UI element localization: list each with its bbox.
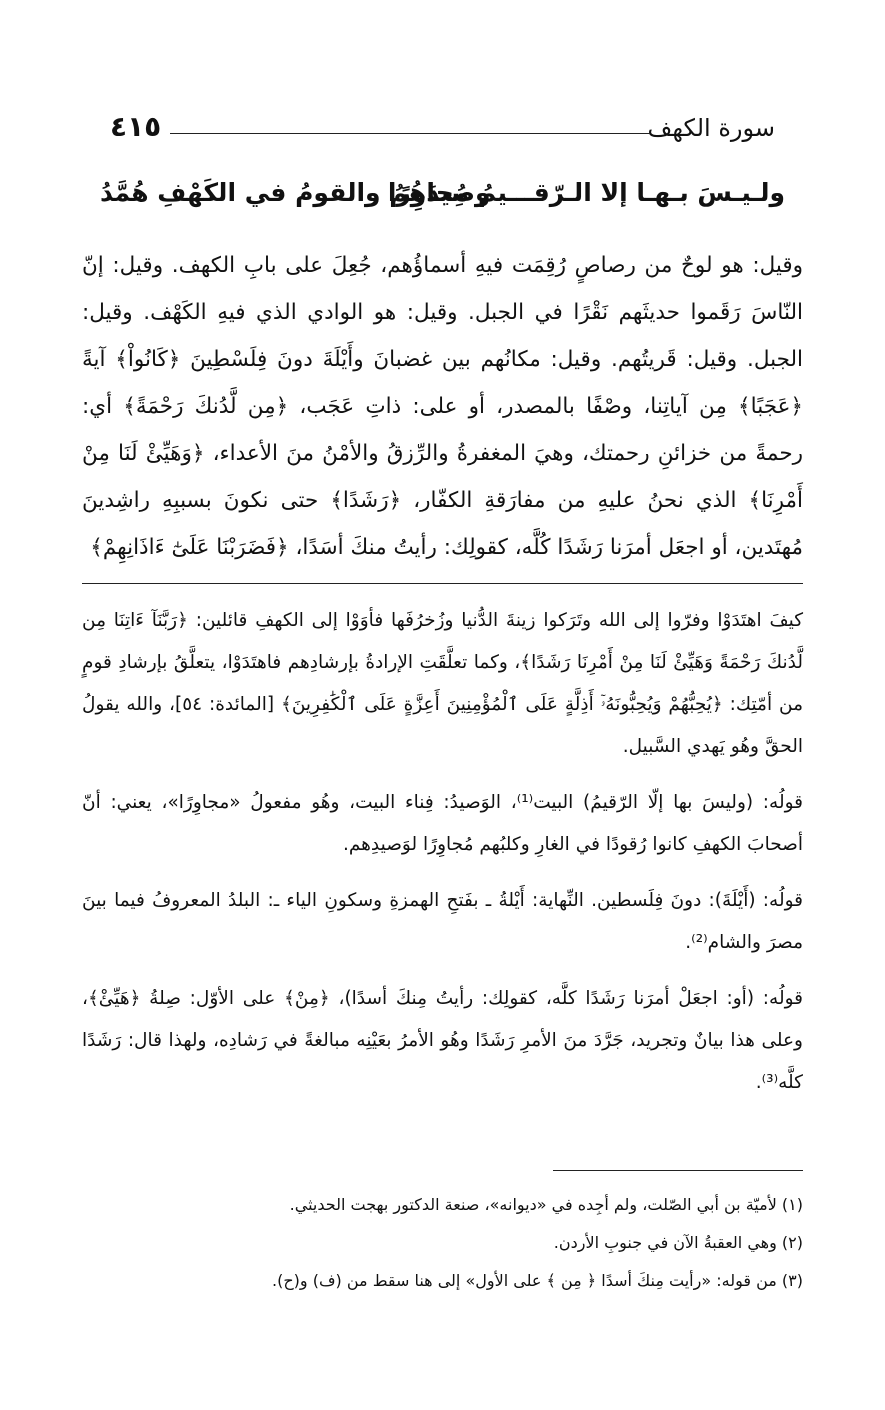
- commentary-block: [82, 600, 803, 1118]
- main-paragraph: وقيل: هو لوحٌ من رصاصٍ رُقِمَت فيهِ أسماؤُهم، جُعِلَ على بابِ الكهف. وقيل: إنّ النّاسَ رَقَموا حديثَهم نَقْرًا في الجبل. وقيل: هو الوادي الذي فيهِ الكَهْف. وقيل: الجبل. وقيل: قَريتُهم. وقيل: مكانُهم بين غضبانَ وأَيْلَةَ دونَ فِلَسْطِينَ ﴿كَانُواْ﴾ آيةً ﴿عَجَبًا﴾ مِن آياتِنا، وصْفًا بالمصدر، أو على: ذاتِ عَجَب، ﴿مِن لَّدُنكَ رَحْمَةً﴾ أي: رحمةً من خزائنِ رحمتك، وهيَ المغفرةُ والرِّزقُ والأمْنُ منَ الأعداء، ﴿وَهَيِّئْ لَنَا مِنْ أَمْرِنَا﴾ الذي نحنُ عليهِ من مفارَقةِ الكفّار، ﴿رَشَدًا﴾ حتى نكونَ بسببِهِ راشِدينَ مُهتَدين، أو اجعَل أمرَنا رَشَدًا كُلَّه، كقولِك: رأيتُ منكَ أسَدًا، ﴿فَضَرَبْنَا عَلَىٰٓ ءَاذَانِهِمْ﴾: [82, 253, 803, 560]
- poetry-verse: [100, 172, 785, 216]
- footnotes: [82, 1186, 803, 1300]
- main-text-block: [82, 242, 803, 571]
- footnote: (٣) من قوله: «رأيت مِنكَ أسدًا ﴿ مِن ﴾ على الأول» إلى هنا سقط من (ف) و(ح).: [272, 1271, 803, 1290]
- page-number: ٤١٥: [110, 110, 162, 143]
- commentary-paragraph: قولُه: (أو: اجعَلْ أمرَنا رَشَدًا كلَّه، كقولِك: رأيتُ مِنكَ أسدًا)، ﴿مِنْ﴾ على الأوّل: صِلةُ ﴿هَيِّئْ﴾، وعلى هذا بيانٌ وتجريد، جَرَّدَ منَ الأمرِ رَشَدًا وهُو الأمرُ بعَيْنِه مبالغةً في رَشادِه، ولهذا قال: رَشَدًا كلَّه⁽³⁾.: [82, 988, 803, 1093]
- verse-hemistich-left: وصِيدَهُمُ والقومُ في الكَهْفِ هُمَّدُ: [100, 178, 491, 207]
- footnote: (٢) وهي العقبةُ الآن في جنوبِ الأردن.: [553, 1233, 803, 1252]
- footnote: (١) لأميّة بن أبي الصّلت، ولم أجِده في «ديوانه»، صنعة الدكتور بهجت الحديثي.: [289, 1195, 803, 1214]
- page-header: [110, 108, 775, 148]
- header-rule: [170, 133, 650, 134]
- commentary-paragraph: كيفَ اهتَدَوْا وفرّوا إلى الله وتَرَكوا زينةَ الدُّنيا وزُخرُفَها فأوَوْا إلى الكهفِ قائلين: ﴿رَبَّنَآ ءَاتِنَا مِن لَّدُنكَ رَحْمَةً وَهَيِّئْ لَنَا مِنْ أَمْرِنَا رَشَدًا﴾، وكما تعلَّقَتِ الإرادةُ بإرشادِهم فاهتَدَوْا، يتعلَّقُ بإرشادِ قومٍ من أمّتِك: ﴿يُحِبُّهُمْ وَيُحِبُّونَهُۥٓ أَذِلَّةٍ عَلَى ٱلْمُؤْمِنِينَ أَعِزَّةٍ عَلَى ٱلْكَٰفِرِينَ﴾ [المائدة: ٥٤]، والله يقولُ الحقَّ وهُو يَهدي السَّبيل.: [82, 610, 803, 757]
- commentary-paragraph: قولُه: (وليسَ بها إلّا الرّقيمُ) البيت⁽¹⁾، الوَصيدُ: فِناء البيت، وهُو مفعولُ «مجاوِرًا»، يعني: أنّ أصحابَ الكهفِ كانوا رُقودًا في الغارِ وكلبُهم مُجاوِرًا لوَصيدِهم.: [82, 792, 803, 855]
- main-commentary-divider: [82, 583, 803, 584]
- surah-name: سورة الكهف: [647, 114, 775, 142]
- footnote-divider: [553, 1170, 803, 1171]
- verse-hemistich-right: ولـيـسَ بـهـا إلا الـرّقـــيمُ مُجاوِرًا: [387, 178, 785, 207]
- commentary-paragraph: قولُه: (أَيْلَةَ): دونَ فِلَسطين. النِّهاية: أَيْلةُ ـ بفَتحِ الهمزةِ وسكونِ الياء ـ: البلدُ المعروفُ فيما بينَ مصرَ والشام⁽²⁾.: [82, 890, 803, 953]
